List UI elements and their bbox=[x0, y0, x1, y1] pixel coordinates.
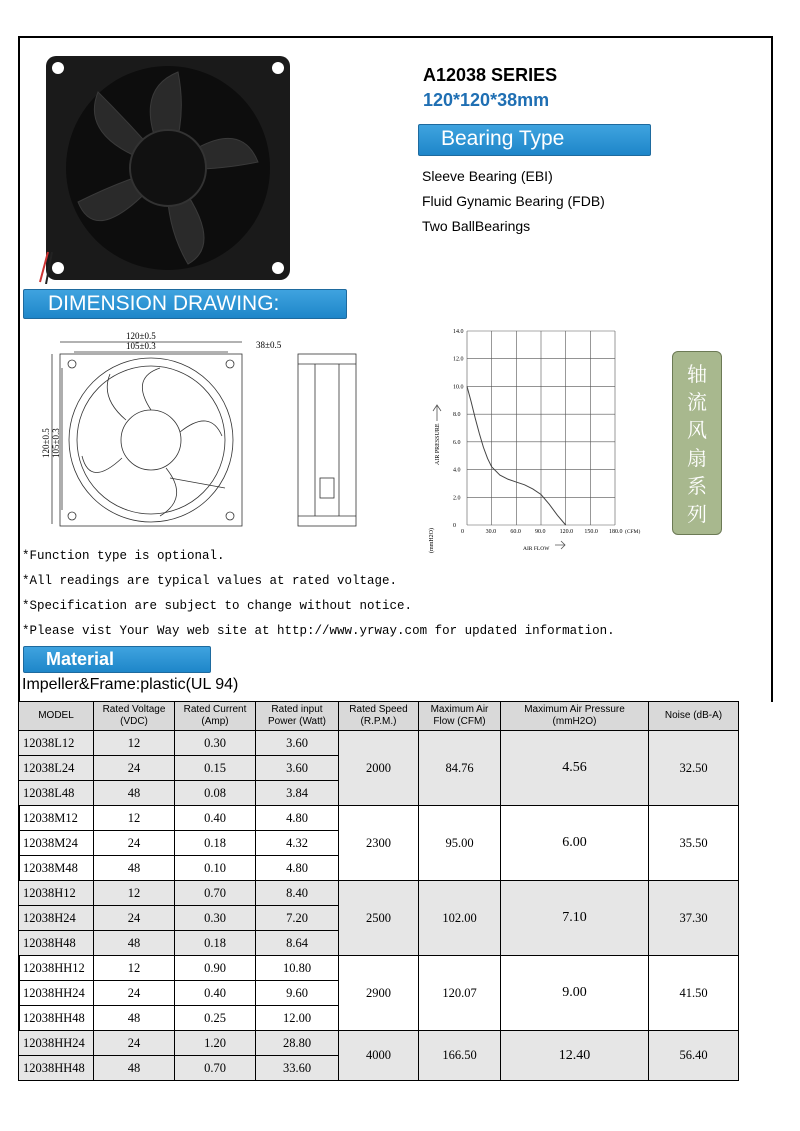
cell-power: 4.80 bbox=[256, 806, 339, 831]
cell-current: 0.30 bbox=[175, 906, 256, 931]
cell-current: 0.18 bbox=[175, 831, 256, 856]
y-tick-label: 14.0 bbox=[453, 329, 464, 335]
y-tick-label: 6.0 bbox=[453, 439, 461, 446]
cell-current: 0.40 bbox=[175, 806, 256, 831]
cell-power: 3.60 bbox=[256, 731, 339, 756]
cell-speed: 2500 bbox=[339, 881, 419, 956]
note-readings: *All readings are typical values at rated voltage. bbox=[22, 574, 398, 588]
dim-width-outer: 120±0.5 bbox=[126, 331, 156, 341]
header-flow: Maximum Air Flow (CFM) bbox=[419, 702, 501, 731]
note-website: *Please vist Your Way web site at http://www.yrway.com for updated information. bbox=[22, 624, 615, 638]
cell-speed: 2900 bbox=[339, 956, 419, 1031]
x-axis-label: AIR FLOW bbox=[523, 546, 550, 552]
cell-power: 8.40 bbox=[256, 881, 339, 906]
x-unit-label: (CFM) bbox=[625, 529, 641, 535]
y-tick-label: 4.0 bbox=[453, 467, 461, 474]
cell-voltage: 12 bbox=[94, 956, 175, 981]
right-arrow-icon bbox=[555, 541, 565, 549]
cell-model: 12038HH48 bbox=[19, 1056, 94, 1081]
cell-noise: 35.50 bbox=[649, 806, 739, 881]
cell-power: 12.00 bbox=[256, 1006, 339, 1031]
bearing-type-heading: Bearing Type bbox=[418, 124, 651, 156]
cell-power: 3.60 bbox=[256, 756, 339, 781]
cell-pressure: 6.00 bbox=[501, 806, 649, 881]
cell-power: 28.80 bbox=[256, 1031, 339, 1056]
size-label: 120*120*38mm bbox=[423, 90, 550, 110]
dim-height-inner: 105±0.3 bbox=[51, 428, 61, 458]
header-power: Rated input Power (Watt) bbox=[256, 702, 339, 731]
header-current: Rated Current (Amp) bbox=[175, 702, 256, 731]
cell-current: 0.70 bbox=[175, 1056, 256, 1081]
cell-voltage: 12 bbox=[94, 806, 175, 831]
table-row bbox=[19, 1031, 774, 1056]
cell-model: 12038H12 bbox=[19, 881, 94, 906]
table-row bbox=[19, 806, 774, 831]
cell-voltage: 48 bbox=[94, 1006, 175, 1031]
cell-voltage: 24 bbox=[94, 831, 175, 856]
x-tick-label: 180.0 bbox=[609, 529, 623, 535]
cell-voltage: 24 bbox=[94, 1031, 175, 1056]
chinese-series-label bbox=[672, 351, 722, 535]
cell-power: 33.60 bbox=[256, 1056, 339, 1081]
cell-current: 0.25 bbox=[175, 1006, 256, 1031]
cell-pressure: 9.00 bbox=[501, 956, 649, 1031]
y-tick-label: 0 bbox=[453, 523, 456, 529]
cn-char: 扇 bbox=[687, 446, 707, 470]
dim-depth: 38±0.5 bbox=[256, 340, 282, 350]
cell-voltage: 24 bbox=[94, 906, 175, 931]
cell-power: 4.32 bbox=[256, 831, 339, 856]
up-arrow-icon bbox=[433, 405, 441, 421]
cell-flow: 95.00 bbox=[419, 806, 501, 881]
bearing-item: Sleeve Bearing (EBI) bbox=[422, 168, 553, 184]
y-unit-label: (mmH2O) bbox=[429, 528, 435, 553]
cell-current: 0.70 bbox=[175, 881, 256, 906]
y-tick-label: 10.0 bbox=[453, 384, 464, 391]
cell-current: 0.08 bbox=[175, 781, 256, 806]
y-tick-label: 2.0 bbox=[453, 495, 461, 502]
cell-model: 12038L48 bbox=[19, 781, 94, 806]
x-tick-label: 120.0 bbox=[559, 529, 574, 535]
cell-current: 0.40 bbox=[175, 981, 256, 1006]
cn-char: 轴 bbox=[687, 362, 707, 386]
x-tick-label: 30.0 bbox=[485, 529, 497, 535]
x-tick-label: 150.0 bbox=[584, 529, 598, 535]
cell-voltage: 12 bbox=[94, 731, 175, 756]
y-axis-label: AIR PRESSURE bbox=[435, 423, 441, 465]
note-specification: *Specification are subject to change without notice. bbox=[22, 599, 413, 613]
cell-pressure: 12.40 bbox=[501, 1031, 649, 1081]
cell-model: 12038HH24 bbox=[19, 1031, 94, 1056]
cn-char: 风 bbox=[687, 418, 707, 442]
cell-current: 1.20 bbox=[175, 1031, 256, 1056]
cell-voltage: 24 bbox=[94, 981, 175, 1006]
cell-voltage: 48 bbox=[94, 781, 175, 806]
y-tick-label: 12.0 bbox=[453, 356, 464, 363]
cell-noise: 32.50 bbox=[649, 731, 739, 806]
cell-model: 12038HH48 bbox=[19, 1006, 94, 1031]
cell-current: 0.15 bbox=[175, 756, 256, 781]
cell-current: 0.30 bbox=[175, 731, 256, 756]
dim-height-outer: 120±0.5 bbox=[41, 428, 51, 458]
y-tick-label: 8.0 bbox=[453, 412, 461, 419]
cn-char: 列 bbox=[687, 502, 707, 526]
cell-speed: 4000 bbox=[339, 1031, 419, 1081]
x-tick-label: 60.0 bbox=[510, 529, 521, 535]
cell-power: 3.84 bbox=[256, 781, 339, 806]
table-row bbox=[19, 956, 774, 981]
cell-flow: 84.76 bbox=[419, 731, 501, 806]
x-tick-label: 0 bbox=[461, 529, 464, 535]
cell-current: 0.90 bbox=[175, 956, 256, 981]
cell-model: 12038H48 bbox=[19, 931, 94, 956]
cell-model: 12038L24 bbox=[19, 756, 94, 781]
cell-noise: 41.50 bbox=[649, 956, 739, 1031]
dim-width-inner: 105±0.3 bbox=[126, 341, 156, 351]
cell-voltage: 48 bbox=[94, 1056, 175, 1081]
cell-flow: 102.00 bbox=[419, 881, 501, 956]
series-title: A12038 SERIES bbox=[423, 65, 558, 85]
cell-model: 12038HH12 bbox=[19, 956, 94, 981]
note-function: *Function type is optional. bbox=[22, 549, 225, 563]
cell-model: 12038HH24 bbox=[19, 981, 94, 1006]
header-pressure: Maximum Air Pressure (mmH2O) bbox=[501, 702, 649, 731]
cell-voltage: 48 bbox=[94, 931, 175, 956]
header-voltage: Rated Voltage (VDC) bbox=[94, 702, 175, 731]
cn-char: 系 bbox=[687, 474, 707, 498]
impeller-material: Impeller&Frame:plastic(UL 94) bbox=[22, 676, 239, 693]
cell-voltage: 48 bbox=[94, 856, 175, 881]
cell-model: 12038M48 bbox=[19, 856, 94, 881]
cell-noise: 37.30 bbox=[649, 881, 739, 956]
cell-noise: 56.40 bbox=[649, 1031, 739, 1081]
table-row bbox=[19, 731, 774, 756]
spec-table bbox=[18, 701, 774, 1081]
cell-power: 8.64 bbox=[256, 931, 339, 956]
cell-flow: 166.50 bbox=[419, 1031, 501, 1081]
cell-voltage: 12 bbox=[94, 881, 175, 906]
fan-photo bbox=[38, 52, 298, 284]
header-model: MODEL bbox=[19, 702, 94, 731]
dimension-heading: DIMENSION DRAWING: bbox=[23, 289, 347, 319]
cell-model: 12038H24 bbox=[19, 906, 94, 931]
cell-current: 0.18 bbox=[175, 931, 256, 956]
cell-pressure: 4.56 bbox=[501, 731, 649, 806]
cell-flow: 120.07 bbox=[419, 956, 501, 1031]
pq-curve-chart bbox=[425, 325, 655, 555]
cell-voltage: 24 bbox=[94, 756, 175, 781]
bearing-item: Fluid Gynamic Bearing (FDB) bbox=[422, 193, 605, 209]
material-heading: Material bbox=[23, 646, 211, 673]
header-noise: Noise (dB-A) bbox=[649, 702, 739, 731]
x-tick-label: 90.0 bbox=[535, 529, 546, 535]
cell-pressure: 7.10 bbox=[501, 881, 649, 956]
cell-model: 12038M24 bbox=[19, 831, 94, 856]
table-row bbox=[19, 881, 774, 906]
cell-current: 0.10 bbox=[175, 856, 256, 881]
cell-power: 4.80 bbox=[256, 856, 339, 881]
cell-model: 12038L12 bbox=[19, 731, 94, 756]
cell-power: 7.20 bbox=[256, 906, 339, 931]
cell-speed: 2300 bbox=[339, 806, 419, 881]
header-speed: Rated Speed (R.P.M.) bbox=[339, 702, 419, 731]
dimension-drawing bbox=[30, 328, 370, 536]
cell-speed: 2000 bbox=[339, 731, 419, 806]
cell-power: 10.80 bbox=[256, 956, 339, 981]
cn-char: 流 bbox=[687, 390, 707, 414]
cell-model: 12038M12 bbox=[19, 806, 94, 831]
cell-power: 9.60 bbox=[256, 981, 339, 1006]
bearing-item: Two BallBearings bbox=[422, 218, 531, 234]
